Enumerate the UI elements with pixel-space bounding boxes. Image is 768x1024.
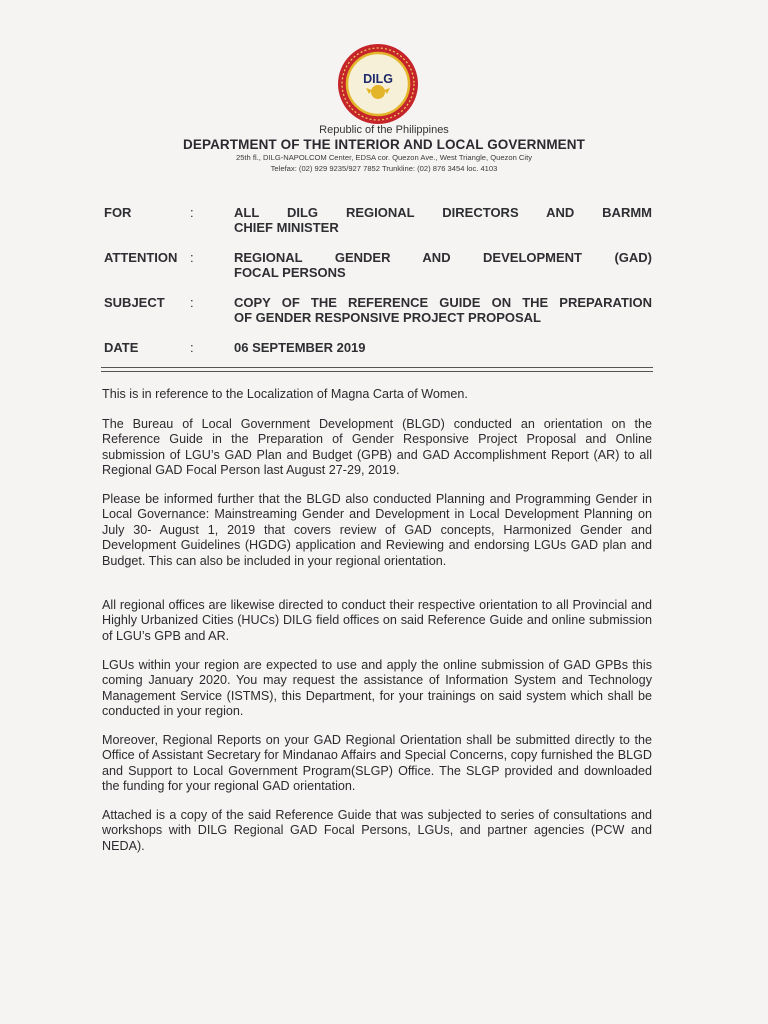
svg-text:DILG: DILG <box>363 72 393 86</box>
republic-line: Republic of the Philippines <box>319 124 449 136</box>
memo-for-value <box>234 205 652 235</box>
memo-attention-label: ATTENTION <box>104 250 178 265</box>
memo-colon: : <box>190 340 194 355</box>
memo-subject-label: SUBJECT <box>104 295 165 310</box>
memo-subject-value-line2: OF GENDER RESPONSIVE PROJECT PROPOSAL <box>234 310 541 325</box>
department-name: DEPARTMENT OF THE INTERIOR AND LOCAL GOVERNMENT <box>183 137 585 152</box>
header-divider-bottom <box>101 371 653 372</box>
dilg-seal-logo <box>336 42 420 126</box>
memo-for-value-line2: CHIEF MINISTER <box>234 220 339 235</box>
memo-colon: : <box>190 250 194 265</box>
memo-subject-value <box>234 295 652 325</box>
memo-attention-value-line2: FOCAL PERSONS <box>234 265 346 280</box>
department-contact: Telefax: (02) 929 9235/927 7852 Trunkline: (02) 876 3454 loc. 4103 <box>270 164 498 173</box>
body-paragraph-2: The Bureau of Local Government Development (BLGD) conducted an orientation on the Reference Guide in the Preparation of Gender Responsive Project Proposal and Online submission of LGU’s GAD Plan and Budget (GPB) and GAD Accomplishment Report (AR) to all Regional GAD Focal Person last August 27-29, 2019. <box>102 417 652 478</box>
memo-attention-value-line1: REGIONAL GENDER AND DEVELOPMENT (GAD) <box>234 250 652 265</box>
memo-for-label: FOR <box>104 205 132 220</box>
body-paragraph-1: This is in reference to the Localization of Magna Carta of Women. <box>102 387 468 401</box>
memo-date-value <box>234 340 652 355</box>
body-paragraph-6: Moreover, Regional Reports on your GAD Regional Orientation shall be submitted directly to the Office of Assistant Secretary for Mindanao Affairs and Special Concerns, copy furnished the BLGD and Support to Local Government Program(SLGP) Office. The SLGP provided and downloaded the funding for your regional GAD orientation. <box>102 733 652 794</box>
header-divider-top <box>101 367 653 368</box>
memo-colon: : <box>190 295 194 310</box>
body-paragraph-4: All regional offices are likewise directed to conduct their respective orientation to all Provincial and Highly Urbanized Cities (HUCs) DILG field offices on said Reference Guide and online submission of LGU’s GPB and AR. <box>102 598 652 643</box>
seal-lettering <box>363 72 393 86</box>
department-address: 25th fl., DILG-NAPOLCOM Center, EDSA cor. Quezon Ave., West Triangle, Quezon City <box>235 153 532 162</box>
memo-subject-value-line1: COPY OF THE REFERENCE GUIDE ON THE PREPARATION <box>234 295 652 310</box>
memo-for-value-line1: ALL DILG REGIONAL DIRECTORS AND BARMM <box>234 205 652 220</box>
body-paragraph-5: LGUs within your region are expected to use and apply the online submission of GAD GPBs this coming January 2020. You may request the assistance of Information System and Technology Management Service (ISTMS), this Department, for your trainings on said system which shall be conducted in your region. <box>102 658 652 719</box>
memo-colon: : <box>190 205 194 220</box>
body-paragraph-7: Attached is a copy of the said Reference Guide that was subjected to series of consultations and workshops with DILG Regional GAD Focal Persons, LGUs, and partner agencies (PCW and NEDA). <box>102 808 652 853</box>
memo-attention-value <box>234 250 652 280</box>
body-paragraph-3: Please be informed further that the BLGD also conducted Planning and Programming Gender in Local Governance: Mainstreaming Gender and Development in Local Development Planning on July 30- August 1, 2019 that covers review of GAD concepts, Harmonized Gender and Development Guidelines (HGDG) application and Reviewing and endorsing LGUs GAD plan and Budget. This can also be included in your regional orientation. <box>102 492 652 568</box>
memo-date-label: DATE <box>104 340 139 355</box>
memo-date-value-text: 06 SEPTEMBER 2019 <box>234 340 366 355</box>
